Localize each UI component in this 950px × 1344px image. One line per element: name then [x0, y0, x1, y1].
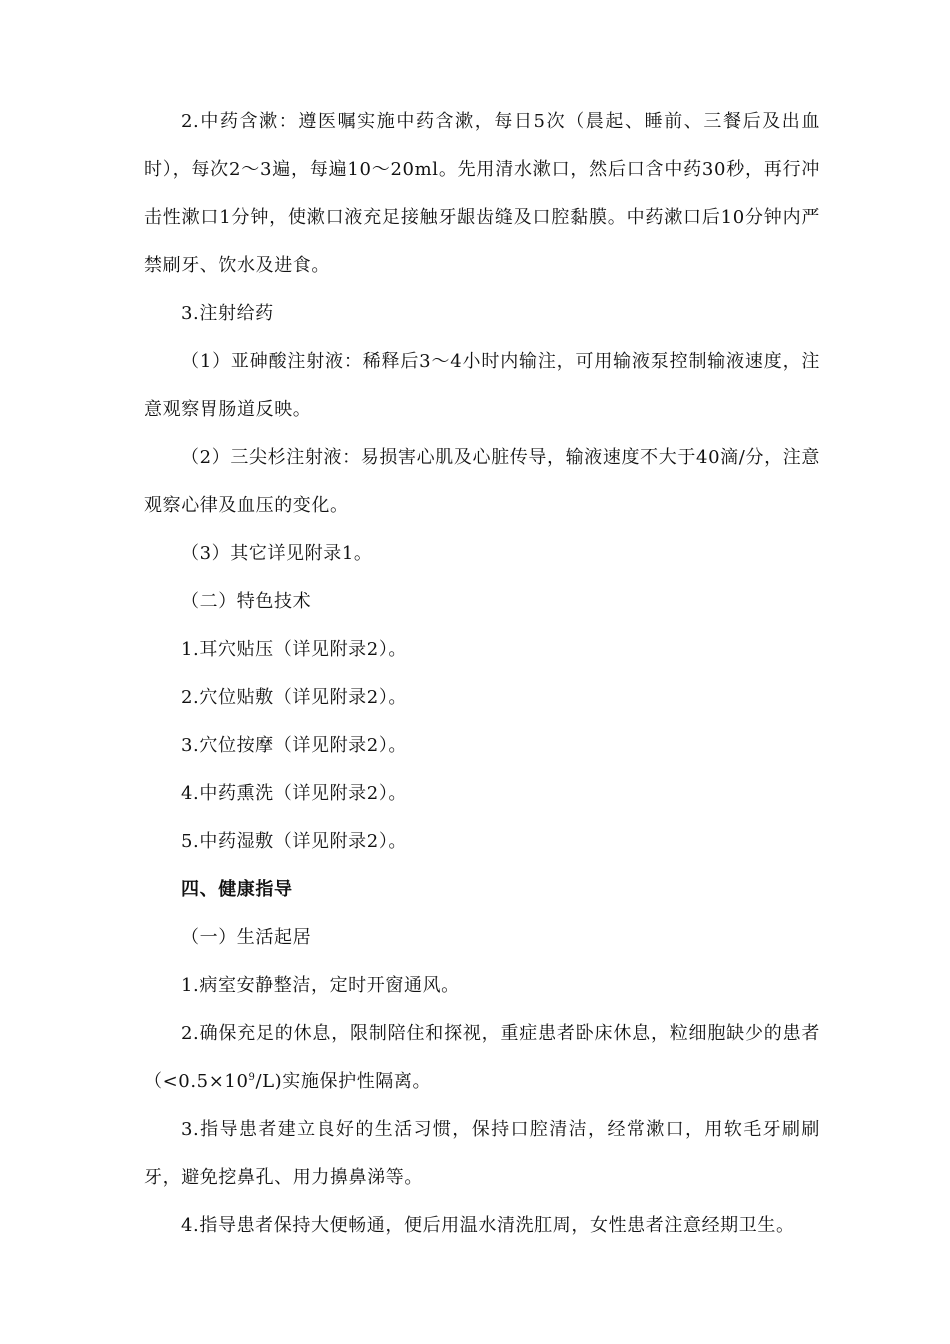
rest-text-part1: 2.确保充足的休息，限制陪住和探视，重症患者卧床休息，粒细胞缺少的患者（<0.5×10: [144, 1023, 820, 1092]
section-heading-health-guidance: 四、健康指导: [181, 879, 293, 900]
list-item-herbal-fumigation: 4.中药熏洗（详见附录2）。: [181, 783, 408, 804]
list-item-living-habits: 3.指导患者建立良好的生活习惯，保持口腔清洁，经常漱口，用软毛牙刷刷牙，避免挖鼻孔、用力擤鼻涕等。: [144, 1119, 820, 1188]
list-item-ward: 1.病室安静整洁，定时开窗通风。: [181, 975, 460, 996]
list-item-acupoint-massage: 3.穴位按摩（详见附录2）。: [181, 735, 408, 756]
list-item-acupoint-patch: 2.穴位贴敷（详见附录2）。: [181, 687, 408, 708]
rest-text-part2: /L)实施保护性隔离。: [255, 1071, 432, 1092]
list-item-rest-isolation: [144, 1010, 820, 1106]
heading-injection: 3.注射给药: [181, 303, 274, 324]
paragraph-arsenic-injection: （1）亚砷酸注射液：稀释后3～4小时内输注，可用输液泵控制输液速度，注意观察胃肠道反映。: [144, 351, 820, 420]
document-body: [144, 98, 820, 1250]
paragraph-homoharringtonine-injection: （2）三尖杉注射液：易损害心肌及心脏传导，输液速度不大于40滴/分，注意观察心律及血压的变化。: [144, 447, 820, 516]
paragraph-herbal-gargle: 2.中药含漱：遵医嘱实施中药含漱，每日5次（晨起、睡前、三餐后及出血时），每次2～3遍，每遍10～20ml。先用清水漱口，然后口含中药30秒，再行冲击性漱口1分钟，使漱口液充足接触牙龈齿缝及口腔黏膜。中药漱口后10分钟内严禁刷牙、饮水及进食。: [144, 111, 820, 276]
list-item-herbal-compress: 5.中药湿敷（详见附录2）。: [181, 831, 408, 852]
heading-special-techniques: （二）特色技术: [181, 591, 312, 612]
heading-daily-life: （一）生活起居: [181, 927, 312, 948]
paragraph-other-appendix: （3）其它详见附录1。: [181, 543, 373, 564]
list-item-ear-acupoint: 1.耳穴贴压（详见附录2）。: [181, 639, 408, 660]
list-item-bowel-hygiene: 4.指导患者保持大便畅通，便后用温水清洗肛周，女性患者注意经期卫生。: [181, 1215, 795, 1236]
superscript-exponent: 9: [248, 1072, 256, 1083]
